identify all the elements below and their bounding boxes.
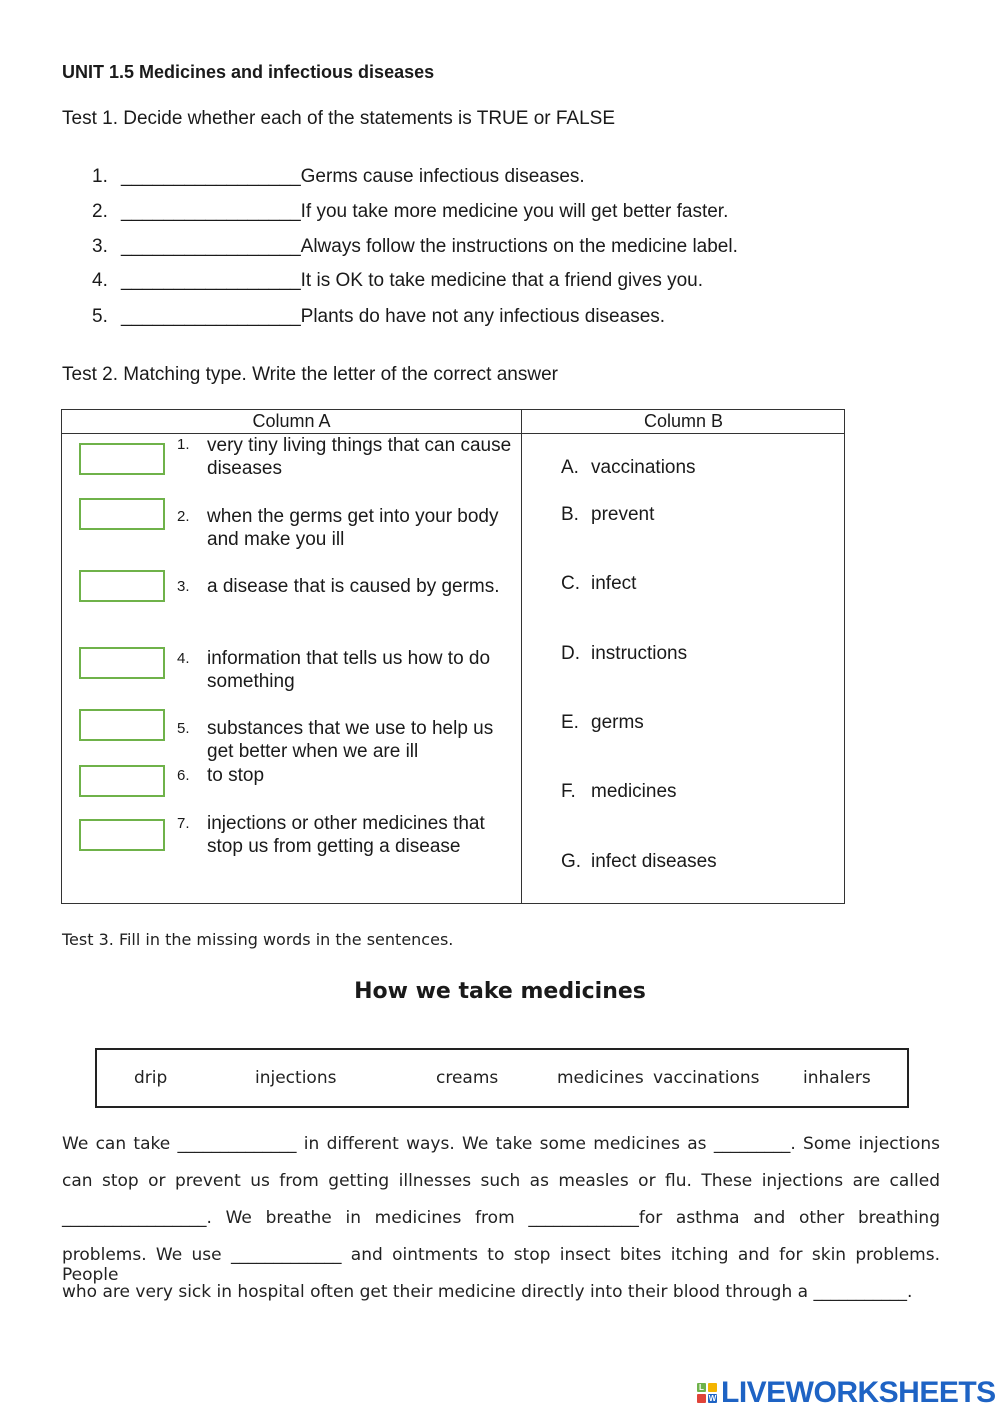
match-answer-box-7[interactable] — [79, 819, 165, 851]
column-a-item-5: substances that we use to help us get better when we are ill — [207, 718, 494, 762]
column-a-number: 2. — [177, 508, 190, 525]
tf-number: 3. — [92, 236, 108, 257]
match-answer-box-4[interactable] — [79, 647, 165, 679]
logo-text: LIVEWORKSHEETS — [721, 1376, 996, 1409]
tf-answer-blank[interactable]: _________________ — [121, 236, 301, 257]
column-b-item-g — [561, 851, 717, 873]
word-bank-word: medicines — [557, 1068, 644, 1088]
test2-heading: Test 2. Matching type. Write the letter of the correct answer — [62, 364, 558, 385]
column-b-text: instructions — [591, 643, 688, 664]
tf-statement-text: Plants do have not any infectious diseases. — [300, 306, 666, 327]
column-a-number: 7. — [177, 815, 190, 832]
tf-statement-text: It is OK to take medicine that a friend gives you. — [300, 270, 704, 291]
match-answer-box-5[interactable] — [79, 709, 165, 741]
word-bank-word: vaccinations — [653, 1068, 760, 1088]
logo-letter-l: L — [697, 1383, 706, 1392]
paragraph-line-4: problems. We use _____________ and ointments to stop insect bites itching and for skin problems. People — [62, 1245, 940, 1285]
column-a-number: 5. — [177, 720, 190, 737]
liveworksheets-logo — [697, 1375, 996, 1411]
column-b-item-e — [561, 712, 644, 734]
test3-heading: Test 3. Fill in the missing words in the sentences. — [62, 930, 454, 949]
column-a-number: 4. — [177, 650, 190, 667]
match-answer-box-3[interactable] — [79, 570, 165, 602]
column-a-item-4: information that tells us how to do something — [207, 648, 491, 692]
word-bank — [95, 1048, 909, 1108]
column-a-item-3: a disease that is caused by germs. — [207, 576, 500, 597]
tf-statement-text: Germs cause infectious diseases. — [300, 166, 585, 187]
paragraph-line-1: We can take ______________ in different ways. We take some medicines as _________. Some injections — [62, 1134, 940, 1154]
column-b-letter: A. — [561, 457, 579, 478]
column-b-item-d — [561, 643, 687, 665]
logo-square — [697, 1394, 706, 1403]
matching-table — [61, 409, 845, 904]
column-b-letter: G. — [561, 851, 582, 872]
word-bank-word: inhalers — [803, 1068, 871, 1088]
column-b-text: prevent — [591, 504, 655, 525]
tf-number: 2. — [92, 201, 108, 222]
column-b-item-c — [561, 573, 636, 595]
tf-statement-3 — [92, 236, 738, 258]
tf-statement-text: If you take more medicine you will get better faster. — [300, 201, 729, 222]
column-b-letter: F. — [561, 781, 576, 802]
logo-letter-w: W — [708, 1394, 717, 1403]
column-b-text: infect — [591, 573, 637, 594]
tf-number: 5. — [92, 306, 108, 327]
column-b-text: infect diseases — [591, 851, 717, 872]
tf-answer-blank[interactable]: _________________ — [121, 306, 301, 327]
word-bank-word: injections — [255, 1068, 337, 1088]
column-b-letter: E. — [561, 712, 579, 733]
column-a-header: Column A — [252, 411, 331, 431]
column-b-item-b — [561, 504, 654, 526]
column-a-number: 3. — [177, 578, 190, 595]
logo-square — [708, 1383, 717, 1392]
tf-statement-1 — [92, 166, 585, 188]
column-b-letter: B. — [561, 504, 579, 525]
column-b-text: vaccinations — [591, 457, 696, 478]
column-a-item-7: injections or other medicines that stop us from getting a disease — [207, 813, 485, 857]
column-divider — [521, 410, 522, 903]
column-a-item-2: when the germs get into your body and make you ill — [207, 506, 499, 550]
tf-answer-blank[interactable]: _________________ — [121, 270, 301, 291]
tf-statement-text: Always follow the instructions on the medicine label. — [300, 236, 738, 257]
paragraph-line-3: _________________. We breathe in medicines from _____________for asthma and other breathing — [62, 1208, 940, 1228]
tf-answer-blank[interactable]: _________________ — [121, 166, 301, 187]
word-bank-word: creams — [436, 1068, 499, 1088]
match-answer-box-2[interactable] — [79, 498, 165, 530]
column-b-item-a — [561, 457, 696, 479]
tf-statement-4 — [92, 270, 703, 292]
column-b-text: medicines — [591, 781, 677, 802]
tf-number: 1. — [92, 166, 108, 187]
paragraph-line-5: who are very sick in hospital often get their medicine directly into their blood through a ___________. — [62, 1282, 913, 1302]
test1-heading: Test 1. Decide whether each of the statements is TRUE or FALSE — [62, 108, 616, 129]
match-answer-box-6[interactable] — [79, 765, 165, 797]
column-b-letter: C. — [561, 573, 580, 594]
tf-statement-2 — [92, 201, 728, 223]
word-bank-word: drip — [134, 1068, 168, 1088]
column-b-text: germs — [591, 712, 644, 733]
column-a-item-6: to stop — [207, 765, 265, 786]
tf-statement-5 — [92, 306, 665, 328]
column-a-number: 1. — [177, 436, 190, 453]
column-b-item-f — [561, 781, 677, 803]
logo-grid-icon — [697, 1383, 717, 1403]
column-b-letter: D. — [561, 643, 580, 664]
section-title: How we take medicines — [354, 979, 646, 1004]
column-b-header: Column B — [643, 411, 724, 431]
match-answer-box-1[interactable] — [79, 443, 165, 475]
unit-title: UNIT 1.5 Medicines and infectious diseases — [62, 62, 435, 82]
tf-answer-blank[interactable]: _________________ — [121, 201, 301, 222]
tf-number: 4. — [92, 270, 108, 291]
paragraph-line-2: can stop or prevent us from getting illnesses such as measles or flu. These injections are called — [62, 1171, 940, 1191]
column-a-number: 6. — [177, 767, 190, 784]
column-a-item-1: very tiny living things that can cause diseases — [207, 435, 512, 479]
